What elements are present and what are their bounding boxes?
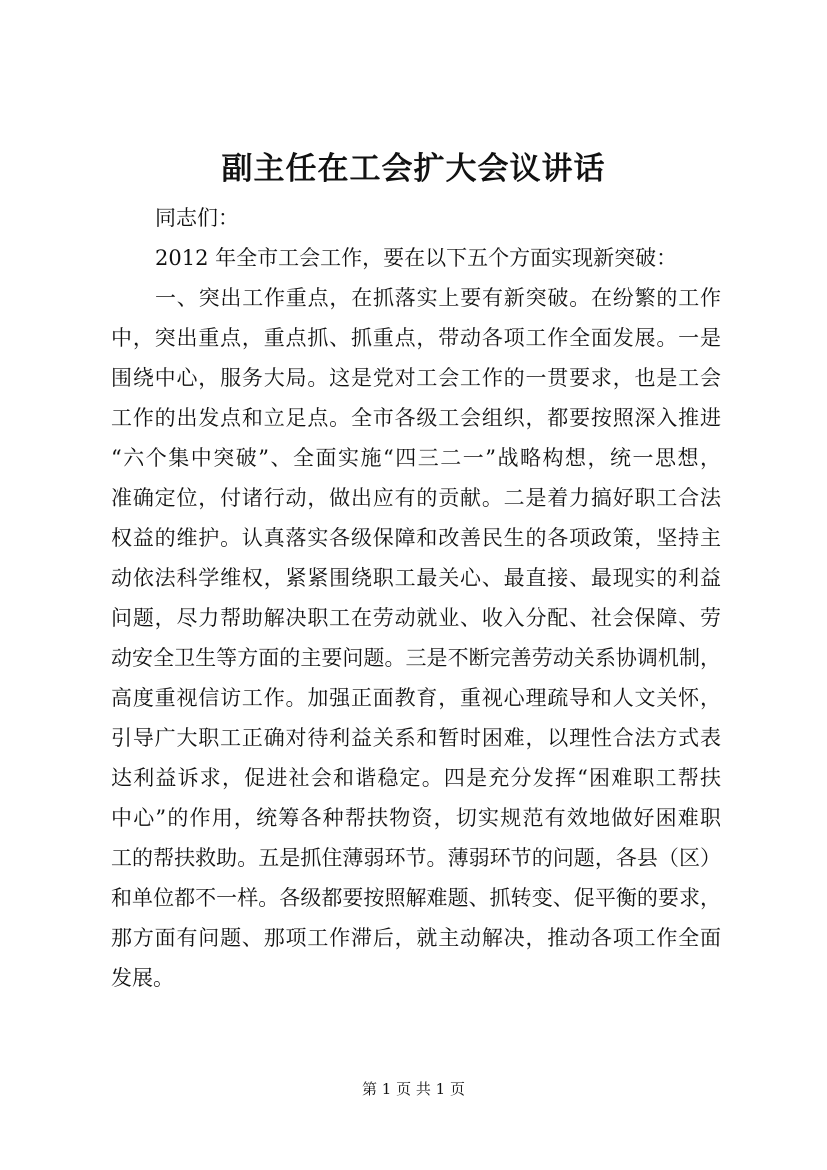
body-line: 准确定位，付诸行动，做出应有的贡献。二是着力搞好职工合法 — [111, 486, 721, 510]
body-line: 和单位都不一样。各级都要按照解难题、抓转变、促平衡的要求， — [111, 886, 721, 910]
body-line: 引导广大职工正确对待利益关系和暂时困难，以理性合法方式表 — [111, 726, 721, 750]
page-number-footer: 第 1 页 共 1 页 — [362, 1080, 465, 1098]
salutation: 同志们： — [155, 206, 239, 230]
body-line: 工的帮扶救助。五是抓住薄弱环节。薄弱环节的问题，各县（区） — [111, 846, 721, 870]
body-line: 中心”的作用，统筹各种帮扶物资，切实规范有效地做好困难职 — [111, 806, 721, 830]
body-line: 围绕中心，服务大局。这是党对工会工作的一贯要求，也是工会 — [111, 366, 721, 390]
body-line: 中，突出重点，重点抓、抓重点，带动各项工作全面发展。一是 — [111, 326, 721, 350]
body-line: 工作的出发点和立足点。全市各级工会组织，都要按照深入推进 — [111, 406, 721, 430]
document-title: 副主任在工会扩大会议讲话 — [221, 151, 606, 187]
body-line-last: 发展。 — [111, 966, 174, 990]
body-line: 高度重视信访工作。加强正面教育，重视心理疏导和人文关怀， — [111, 686, 721, 710]
body-line: 那方面有问题、那项工作滞后，就主动解决，推动各项工作全面 — [111, 926, 721, 950]
body-line: 一、突出工作重点，在抓落实上要有新突破。在纷繁的工作 — [155, 286, 721, 310]
body-line: 动依法科学维权，紧紧围绕职工最关心、最直接、最现实的利益 — [111, 566, 721, 590]
body-line: 权益的维护。认真落实各级保障和改善民生的各项政策，坚持主 — [111, 526, 721, 550]
body-line: 达利益诉求，促进社会和谐稳定。四是充分发挥“困难职工帮扶 — [111, 766, 721, 790]
body-line: 动安全卫生等方面的主要问题。三是不断完善劳动关系协调机制， — [111, 646, 721, 670]
intro-line: 2012 年全市工会工作，要在以下五个方面实现新突破： — [155, 246, 678, 270]
body-line: “六个集中突破”、全面实施“四三二一”战略构想，统一思想， — [111, 446, 721, 470]
body-line: 问题，尽力帮助解决职工在劳动就业、收入分配、社会保障、劳 — [111, 606, 721, 630]
